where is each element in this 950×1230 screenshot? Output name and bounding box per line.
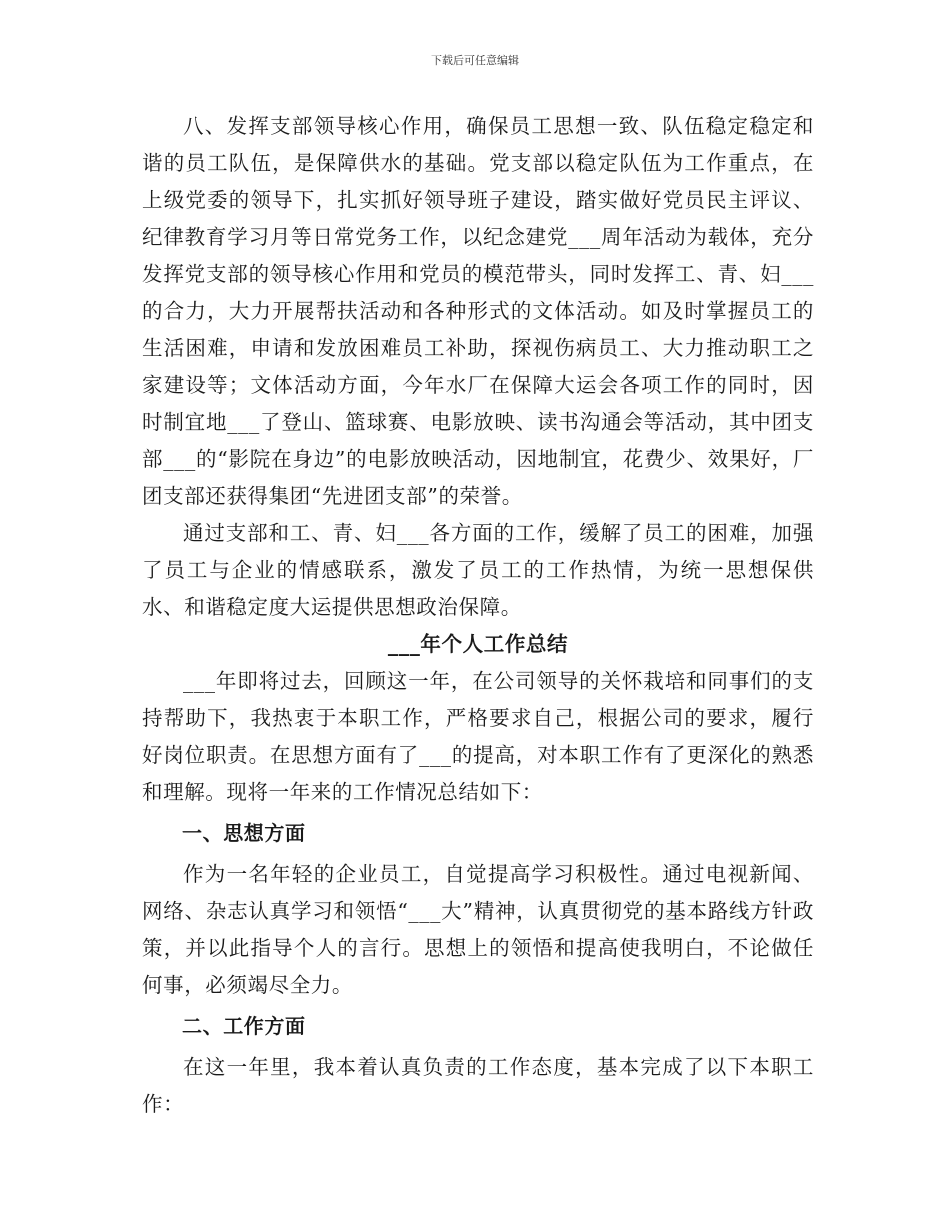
header-note: 下载后可任意编辑 [431, 54, 519, 67]
paragraph-thought: 作为一名年轻的企业员工，自觉提高学习积极性。通过电视新闻、网络、杂志认真学习和领悟“___大”精神，认真贯彻党的基本路线方针政策，并以此指导个人的言行。思想上的领悟和提高使我明白，不论做任何事，必须竭尽全力。 [142, 862, 814, 997]
heading-work: 二、工作方面 [182, 1014, 306, 1038]
paragraph-intro: ___年即将过去，回顾这一年，在公司领导的关怀栽培和同事们的支持帮助下，我热衷于本职工作，严格要求自己，根据公司的要求，履行好岗位职责。在思想方面有了___的提高，对本职工作有了更深化的熟悉和理解。现将一年来的工作情况总结如下： [142, 669, 814, 804]
paragraph-party-branch: 八、发挥支部领导核心作用，确保员工思想一致、队伍稳定稳定和谐的员工队伍，是保障供水的基础。党支部以稳定队伍为工作重点，在上级党委的领导下，扎实抓好领导班子建设，踏实做好党员民主评议、纪律教育学习月等日常党务工作，以纪念建党___周年活动为载体，充分发挥党支部的领导核心作用和党员的模范带头，同时发挥工、青、妇___的合力，大力开展帮扶活动和各种形式的文体活动。如及时掌握员工的生活困难，申请和发放困难员工补助，探视伤病员工、大力推动职工之家建设等；文体活动方面，今年水厂在保障大运会各项工作的同时，因时制宜地___了登山、篮球赛、电影放映、读书沟通会等活动，其中团支部___的“影院在身边”的电影放映活动，因地制宜，花费少、效果好，厂团支部还获得集团“先进团支部”的荣誉。 [142, 114, 814, 508]
summary-title: ___年个人工作总结 [387, 632, 569, 656]
document-body [142, 108, 814, 1123]
paragraph-work: 在这一年里，我本着认真负责的工作态度，基本完成了以下本职工作： [142, 1055, 814, 1116]
heading-thought: 一、思想方面 [182, 821, 306, 845]
paragraph-conclusion: 通过支部和工、青、妇___各方面的工作，缓解了员工的困难，加强了员工与企业的情感联系，激发了员工的工作热情，为统一思想保供水、和谐稳定度大运提供思想政治保障。 [142, 521, 814, 619]
